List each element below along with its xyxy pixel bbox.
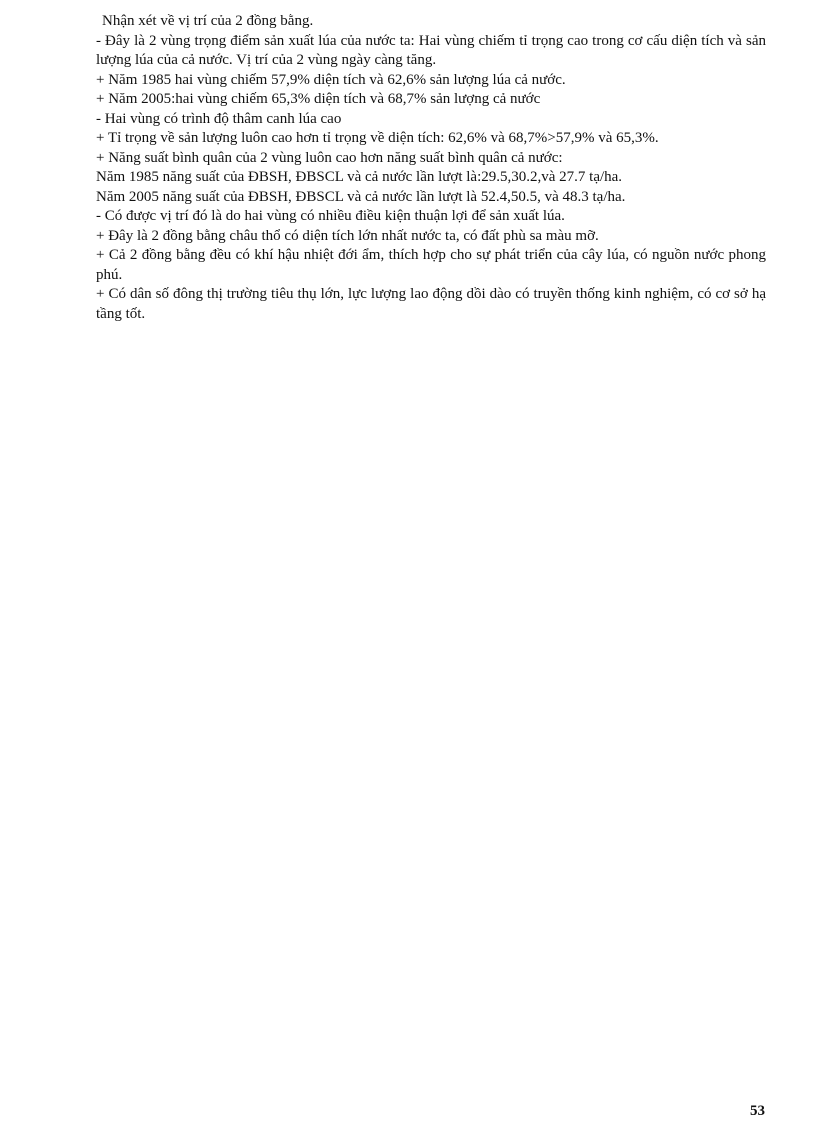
paragraph-2005-share: + Năm 2005:hai vùng chiếm 65,3% diện tích và 68,7% sản lượng cả nước — [96, 91, 541, 107]
paragraph-average-yield: + Năng suất bình quân của 2 vùng luôn cao hơn năng suất bình quân cả nước: — [96, 149, 563, 166]
paragraph-delta-soil: + Đây là 2 đồng bằng châu thổ có diện tích lớn nhất nước ta, có đất phù sa màu mỡ. — [96, 227, 599, 244]
paragraph-yield-2005: Năm 2005 năng suất của ĐBSH, ĐBSCL và cả nước lần lượt là 52.4,50.5, và 48.3 tạ/ha. — [96, 188, 626, 205]
paragraph-climate-water: + Cả 2 đồng bằng đều có khí hậu nhiệt đới ẩm, thích hợp cho sự phát triển của cây lúa, có nguồn nước phong phú. — [96, 247, 766, 283]
page-number: 53 — [750, 1103, 765, 1119]
paragraph-yield-1985: Năm 1985 năng suất của ĐBSH, ĐBSCL và cả nước lần lượt là:29.5,30.2,và 27.7 tạ/ha. — [96, 169, 623, 185]
paragraph-population-labor: + Có dân số đông thị trường tiêu thụ lớn, lực lượng lao động dồi dào có truyền thống kinh nghiệm, có cơ sở hạ tầng tốt. — [96, 286, 766, 322]
paragraph-favorable-conditions: - Có được vị trí đó là do hai vùng có nhiều điều kiện thuận lợi để sản xuất lúa. — [96, 208, 565, 224]
paragraph-1985-share: + Năm 1985 hai vùng chiếm 57,9% diện tích và 62,6% sản lượng lúa cả nước. — [96, 71, 566, 88]
document-body — [96, 12, 766, 324]
paragraph-intensive-farming: - Hai vùng có trình độ thâm canh lúa cao — [96, 110, 342, 127]
section-heading: Nhận xét về vị trí của 2 đồng bằng. — [102, 13, 314, 29]
paragraph-key-regions: - Đây là 2 vùng trọng điểm sản xuất lúa của nước ta: Hai vùng chiếm tỉ trọng cao trong cơ cấu diện tích và sản lượng lúa của cả nước. Vị trí của 2 vùng ngày càng tăng. — [96, 32, 766, 68]
paragraph-output-vs-area: + Tỉ trọng về sản lượng luôn cao hơn tỉ trọng về diện tích: 62,6% và 68,7%>57,9% và 65,3%. — [96, 130, 659, 146]
